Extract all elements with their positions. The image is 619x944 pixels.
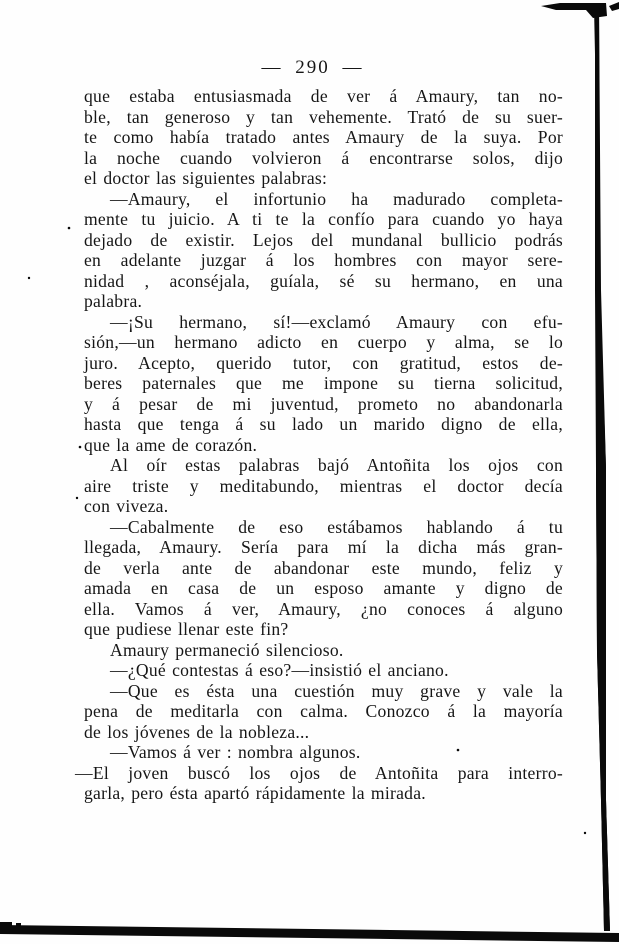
ink-speck-icon xyxy=(28,277,30,279)
text-line: llegada, Amaury. Sería para mí la dicha más gran- xyxy=(84,537,563,557)
text-line: el doctor las siguientes palabras: xyxy=(84,168,328,188)
text-line: y á pesar de mi juventud, prometo no abandonarla xyxy=(84,393,563,414)
text-line: en adelante juzgar á los hombres con mayor sere- xyxy=(84,250,563,270)
text-line: —Que es ésta una cuestión muy grave y vale la xyxy=(110,680,563,701)
text-line: palabra. xyxy=(84,291,143,311)
text-line: ella. Vamos á ver, Amaury, ¿no conoces á alguno xyxy=(84,598,563,619)
scan-band-tick-icon xyxy=(0,922,12,926)
scan-line-right-icon xyxy=(594,7,610,931)
text-line: mente tu juicio. A ti te la confío para cuando yo haya xyxy=(84,209,563,229)
scan-smudge-top-tick-icon xyxy=(609,2,619,11)
text-line: —Vamos á ver : nombra algunos. xyxy=(110,742,361,762)
text-line: amada en casa de un esposo amante y digno de xyxy=(84,578,563,598)
text-line: Al oír estas palabras bajó Antoñita los ojos con xyxy=(110,455,563,475)
text-line: aire triste y meditabundo, mientras el doctor decía xyxy=(84,475,563,496)
scan-line-right-body-icon xyxy=(595,7,610,931)
text-line: hasta que tenga á su lado un marido digno de ella, xyxy=(84,414,563,434)
text-line: —Amaury, el infortunio ha madurado completa- xyxy=(110,188,563,209)
text-line: beres paternales que me impone su tierna solicitud, xyxy=(84,373,563,393)
scan-smudge-top-icon xyxy=(541,3,607,18)
text-line: nidad , aconséjala, guíala, sé su hermano, en una xyxy=(84,270,563,291)
text-line: garla, pero ésta apartó rápidamente la mirada. xyxy=(84,783,426,803)
text-line: que estaba entusiasmada de ver á Amaury, tan no- xyxy=(84,86,563,106)
text-line: sión,—un hermano adicto en cuerpo y alma, se lo xyxy=(84,332,563,352)
ink-speck-icon xyxy=(584,832,586,834)
text-line: te como había tratado antes Amaury de la suya. Por xyxy=(84,127,563,147)
scan-band-bottom-icon xyxy=(0,925,619,942)
text-line: —¿Qué contestas á eso?—insistió el anciano. xyxy=(110,660,449,680)
text-line: que la ame de corazón. xyxy=(84,434,258,455)
text-line: con viveza. xyxy=(84,496,169,516)
text-line: de los jóvenes de la nobleza... xyxy=(84,721,310,742)
scan-band-tick-icon xyxy=(16,923,21,926)
text-line: juro. Acepto, querido tutor, con gratitud, estos de- xyxy=(84,352,563,373)
text-line: Amaury permaneció silencioso. xyxy=(110,639,344,660)
text-line: —El joven buscó los ojos de Antoñita para interro- xyxy=(75,762,563,783)
text-block xyxy=(75,86,563,804)
page-number: — 290 — xyxy=(261,57,364,78)
text-line: —Cabalmente de eso estábamos hablando á tu xyxy=(110,516,563,537)
text-line: dejado de existir. Lejos del mundanal bullicio podrás xyxy=(84,229,563,250)
text-line: la noche cuando volvieron á encontrarse solos, dijo xyxy=(84,147,563,168)
text-line: ble, tan generoso y tan vehemente. Trató de su suer- xyxy=(84,106,563,127)
text-line: de verla ante de abandonar este mundo, feliz y xyxy=(84,557,563,578)
ink-speck-icon xyxy=(68,227,71,230)
text-line: que pudiese llenar este fin? xyxy=(84,619,289,639)
ink-speck-icon xyxy=(79,446,82,449)
ink-speck-icon xyxy=(76,497,78,499)
text-line: —¡Su hermano, sí!—exclamó Amaury con efu- xyxy=(110,311,563,332)
text-line: pena de meditarla con calma. Conozco á la mayoría xyxy=(84,701,563,721)
